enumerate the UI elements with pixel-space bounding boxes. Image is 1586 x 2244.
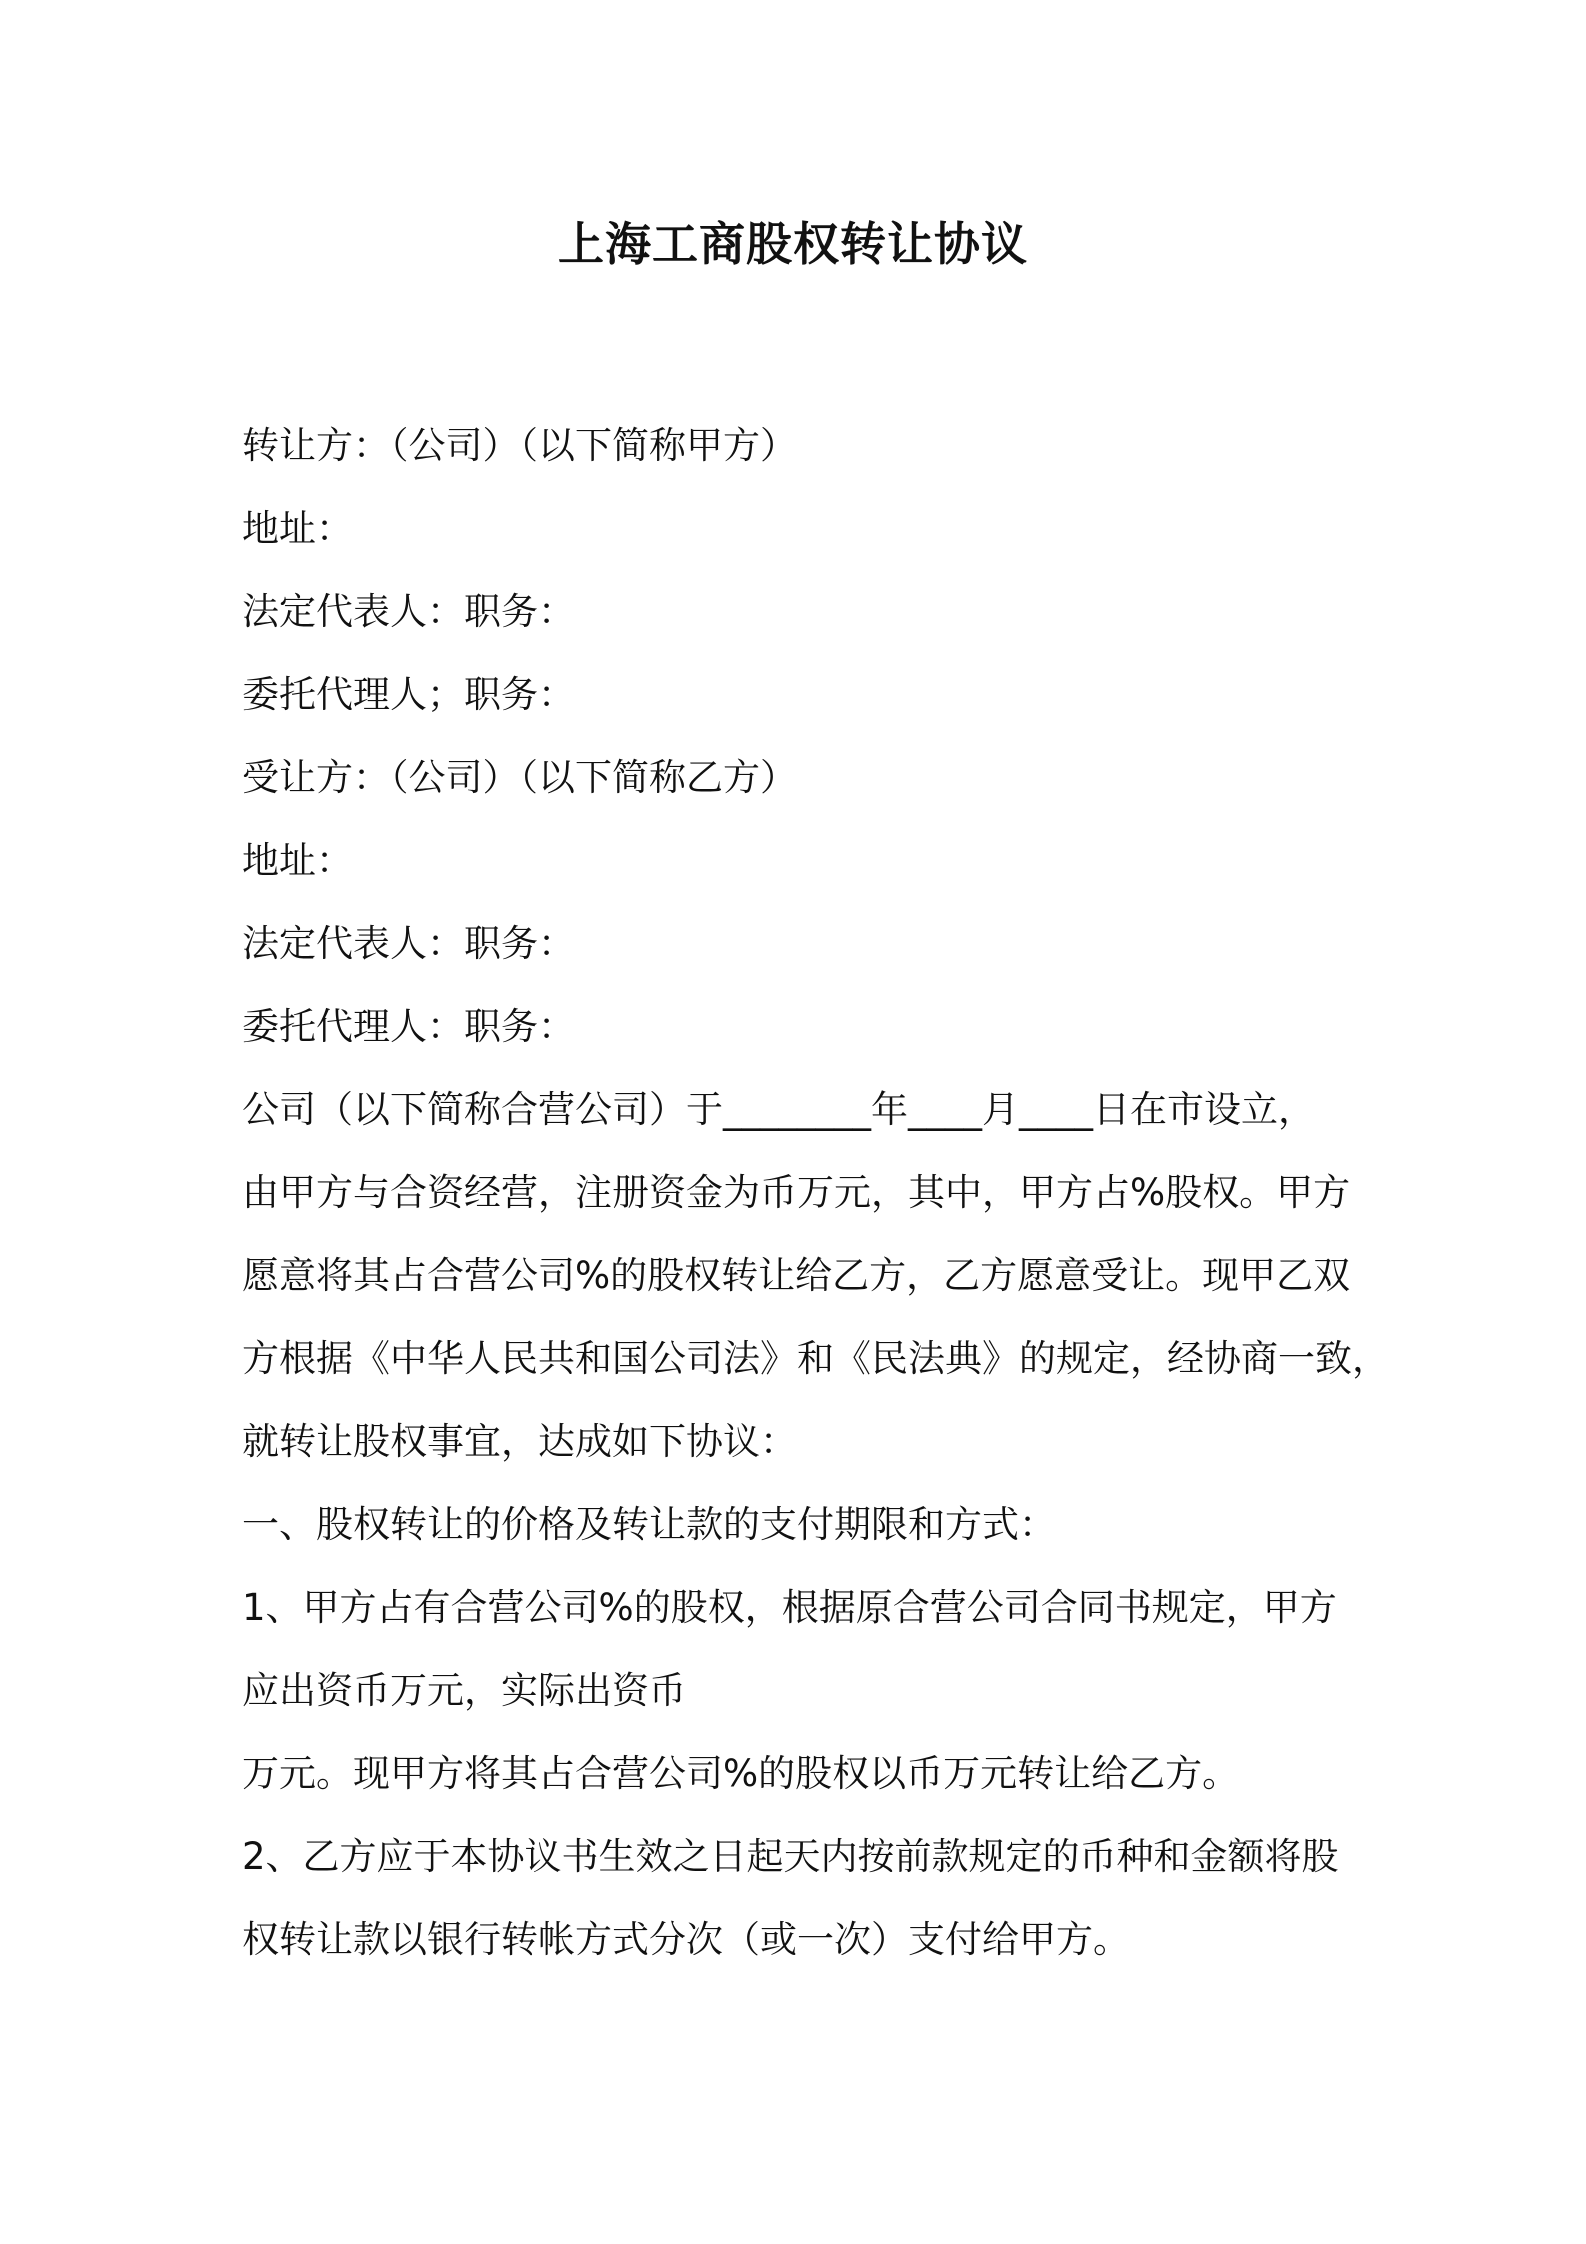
document-body [242,404,1389,1981]
transferor-legal-rep-line: 法定代表人：职务： [242,590,575,633]
clause-1-line-2: 应出资币万元，实际出资币 [242,1669,686,1712]
clause-1-line-1: 1、甲方占有合营公司%的股权，根据原合营公司合同书规定，甲方 [242,1586,1337,1629]
preamble-line-1: 公司（以下简称合营公司）于________年____月____日在市设立， [242,1088,1315,1131]
clause-2-line-1: 2、乙方应于本协议书生效之日起天内按前款规定的币种和金额将股 [242,1835,1339,1878]
preamble-line-2: 由甲方与合资经营，注册资金为币万元，其中，甲方占%股权。甲方 [242,1171,1351,1214]
clause-2-line-2: 权转让款以银行转帐方式分次（或一次）支付给甲方。 [242,1918,1130,1961]
transferee-address-line: 地址： [242,839,353,882]
preamble-line-4: 方根据《中华人民共和国公司法》和《民法典》的规定，经协商一致， [242,1337,1389,1380]
transferee-legal-rep-line: 法定代表人：职务： [242,922,575,965]
preamble-line-5: 就转让股权事宜，达成如下协议： [242,1420,797,1463]
section-1-heading: 一、股权转让的价格及转让款的支付期限和方式： [242,1503,1056,1546]
transferee-line: 受让方：（公司）（以下简称乙方） [242,756,797,799]
clause-1-line-3: 万元。现甲方将其占合营公司%的股权以币万元转让给乙方。 [242,1752,1240,1795]
transferor-address-line: 地址： [242,507,353,550]
document-title: 上海工商股权转让协议 [558,217,1028,271]
transferee-agent-line: 委托代理人：职务： [242,1005,575,1048]
transferor-agent-line: 委托代理人；职务： [242,673,575,716]
preamble-line-3: 愿意将其占合营公司%的股权转让给乙方，乙方愿意受让。现甲乙双 [242,1254,1351,1297]
transferor-line: 转让方：（公司）（以下简称甲方） [242,424,797,467]
